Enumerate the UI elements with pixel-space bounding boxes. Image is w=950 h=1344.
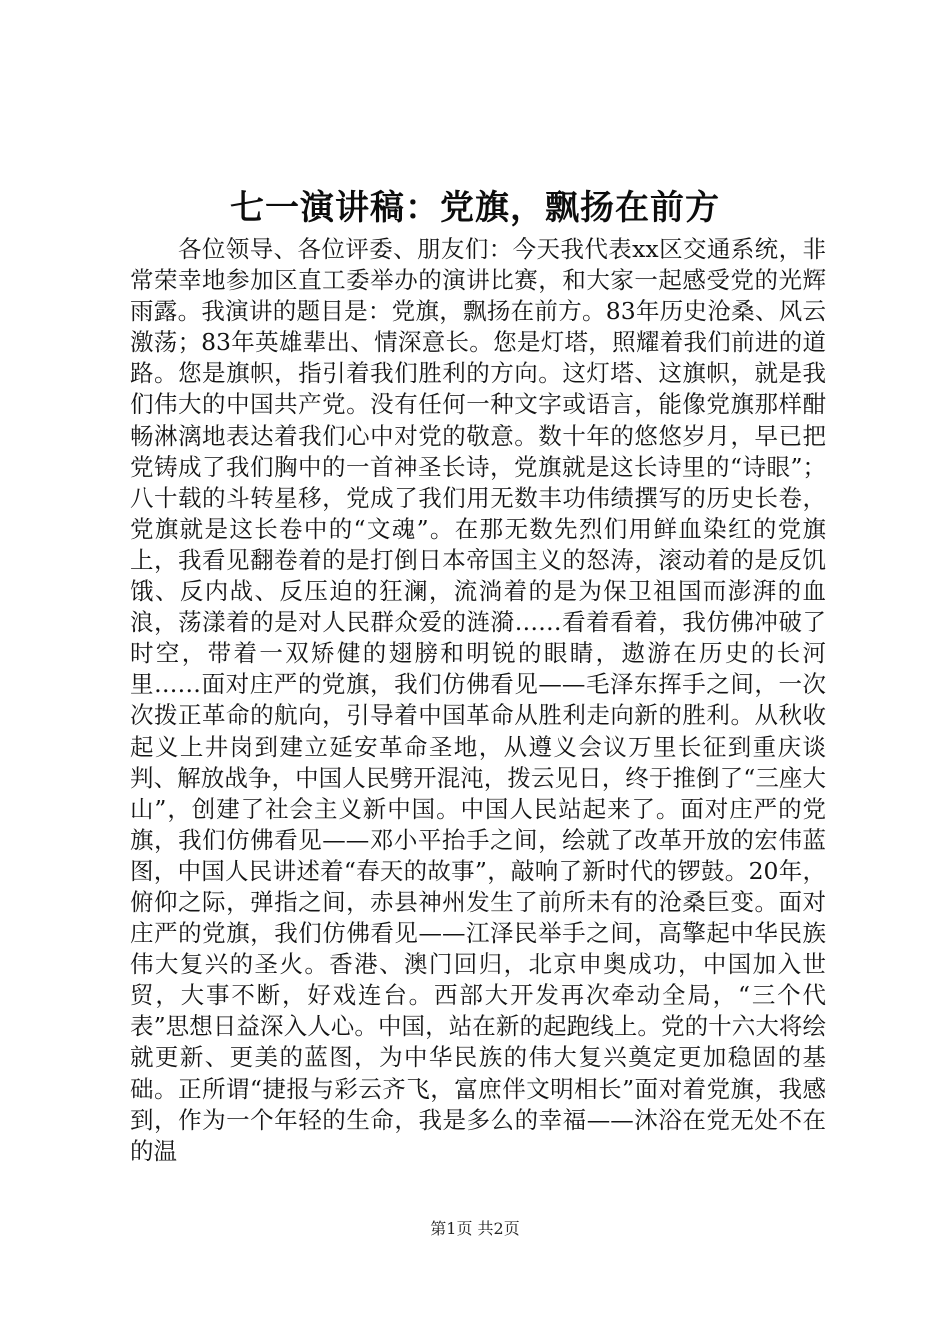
page-footer: 第1页 共2页 [430,1219,520,1238]
body-paragraph: 各位领导、各位评委、朋友们：今天我代表xx区交通系统，非常荣幸地参加区直工委举办的演讲比赛，和大家一起感受党的光辉雨露。我演讲的题目是：党旗，飘扬在前方。83年历史沧桑、风云激荡；83年英雄辈出、情深意长。您是灯塔，照耀着我们前进的道路。您是旗帜，指引着我们胜利的方向。这灯塔、这旗帜，就是我们伟大的中国共产党。没有任何一种文字或语言，能像党旗那样酣畅淋漓地表达着我们心中对党的敬意。数十年的悠悠岁月，早已把党铸成了我们胸中的一首神圣长诗，党旗就是这长诗里的“诗眼”；八十载的斗转星移，党成了我们用无数丰功伟绩撰写的历史长卷，党旗就是这长卷中的“文魂”。在那无数先烈们用鲜血染红的党旗上，我看见翻卷着的是打倒日本帝国主义的怒涛，滚动着的是反饥饿、反内战、反压迫的狂澜，流淌着的是为保卫祖国而澎湃的血浪，荡漾着的是对人民群众爱的涟漪……看着看着，我仿佛冲破了时空，带着一双矫健的翅膀和明锐的眼睛，遨游在历史的长河里……面对庄严的党旗，我们仿佛看见——毛泽东挥手之间，一次次拨正革命的航向，引导着中国革命从胜利走向新的胜利。从秋收起义上井岗到建立延安革命圣地，从遵义会议万里长征到重庆谈判、解放战争，中国人民劈开混沌，拨云见日，终于推倒了“三座大山”，创建了社会主义新中国。中国人民站起来了。面对庄严的党旗，我们仿佛看见——邓小平抬手之间，绘就了改革开放的宏伟蓝图，中国人民讲述着“春天的故事”，敲响了新时代的锣鼓。20年，俯仰之际，弹指之间，赤县神州发生了前所未有的沧桑巨变。面对庄严的党旗，我们仿佛看见——江泽民举手之间，高擎起中华民族伟大复兴的圣火。香港、澳门回归，北京申奥成功，中国加入世贸，大事不断，好戏连台。西部大开发再次牵动全局，“三个代表”思想日益深入人心。中国，站在新的起跑线上。党的十六大将绘就更新、更美的蓝图，为中华民族的伟大复兴奠定更加稳固的基础。正所谓“捷报与彩云齐飞，富庶伴文明相长”面对着党旗，我感到，作为一个年轻的生命，我是多么的幸福——沐浴在党无处不在的温 [130,235,826,1165]
document-title: 七一演讲稿：党旗，飘扬在前方 [230,188,720,228]
